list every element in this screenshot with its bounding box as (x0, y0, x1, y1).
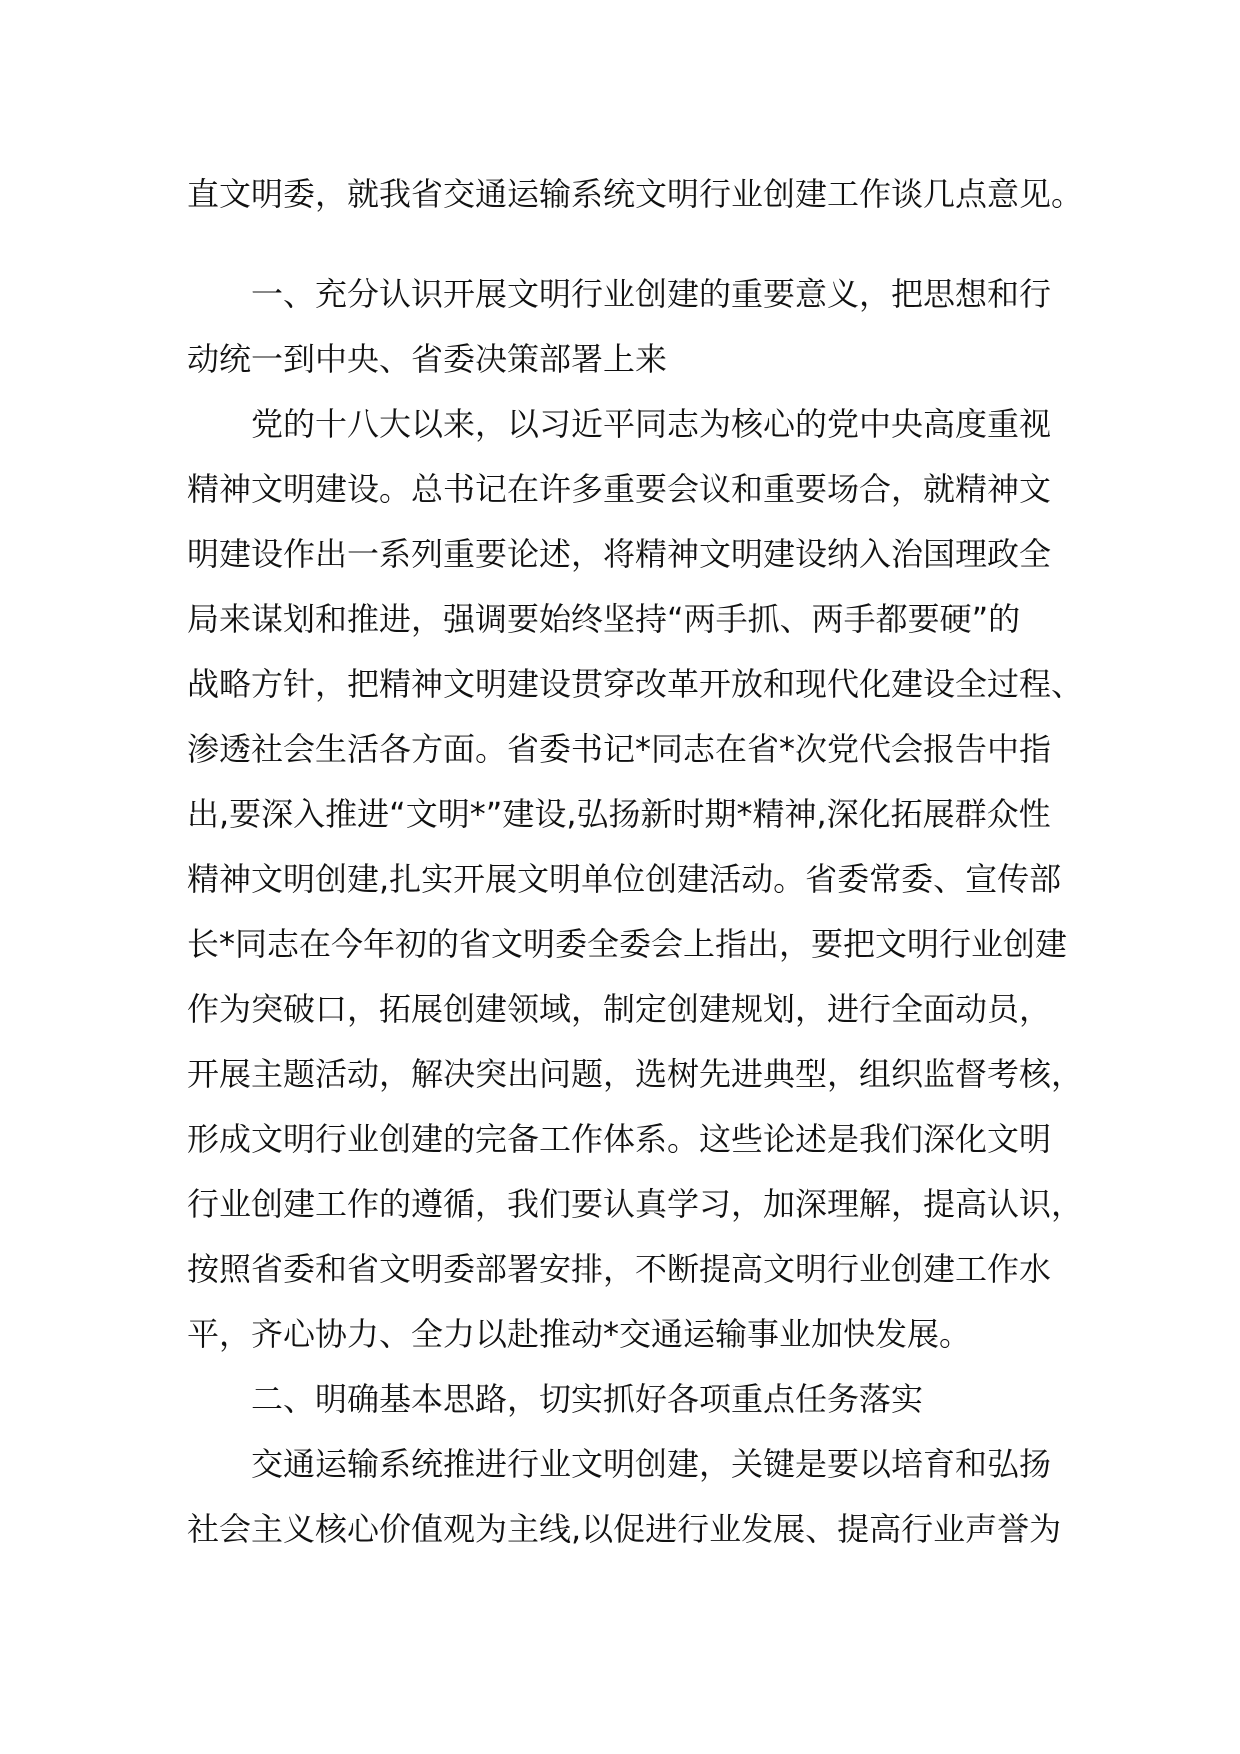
text-line: 按照省委和省文明委部署安排，不断提高文明行业创建工作水 (187, 1250, 1052, 1288)
text-line: 开展主题活动，解决突出问题，选树先进典型，组织监督考核， (187, 1055, 1084, 1093)
text-line: 战略方针，把精神文明建设贯穿改革开放和现代化建设全过程、 (187, 665, 1084, 703)
text-line: 局来谋划和推进，强调要始终坚持“两手抓、两手都要硬”的 (187, 600, 1021, 638)
text-line: 平，齐心协力、全力以赴推动*交通运输事业加快发展。 (187, 1315, 972, 1353)
text-line: 形成文明行业创建的完备工作体系。这些论述是我们深化文明 (187, 1120, 1052, 1158)
text-line: 作为突破口，拓展创建领域，制定创建规划，进行全面动员， (187, 990, 1052, 1028)
text-line: 直文明委，就我省交通运输系统文明行业创建工作谈几点意见。 (187, 175, 1084, 213)
paragraph-gap (187, 227, 1067, 262)
text-line: 明建设作出一系列重要论述，将精神文明建设纳入治国理政全 (187, 535, 1052, 573)
section-heading-2: 二、明确基本思路，切实抓好各项重点任务落实 (251, 1380, 924, 1418)
text-line: 渗透社会生活各方面。省委书记*同志在省*次党代会报告中指 (187, 730, 1052, 768)
text-line: 精神文明创建,扎实开展文明单位创建活动。省委常委、宣传部 (187, 860, 1062, 898)
document-body (187, 162, 1084, 1562)
text-line: 精神文明建设。总书记在许多重要会议和重要场合，就精神文 (187, 470, 1052, 508)
text-line: 党的十八大以来，以习近平同志为核心的党中央高度重视 (251, 405, 1052, 443)
text-line: 交通运输系统推进行业文明创建，关键是要以培育和弘扬 (251, 1445, 1052, 1483)
text-line: 长*同志在今年初的省文明委全委会上指出，要把文明行业创建 (187, 925, 1068, 963)
text-line: 社会主义核心价值观为主线,以促进行业发展、提高行业声誉为 (187, 1510, 1062, 1548)
text-line: 行业创建工作的遵循，我们要认真学习，加深理解，提高认识， (187, 1185, 1084, 1223)
text-line: 出,要深入推进“文明*”建设,弘扬新时期*精神,深化拓展群众性 (187, 795, 1051, 833)
section-heading-1: 一、充分认识开展文明行业创建的重要意义，把思想和行 (251, 275, 1052, 313)
section-heading-1-continued: 动统一到中央、省委决策部署上来 (187, 340, 668, 378)
